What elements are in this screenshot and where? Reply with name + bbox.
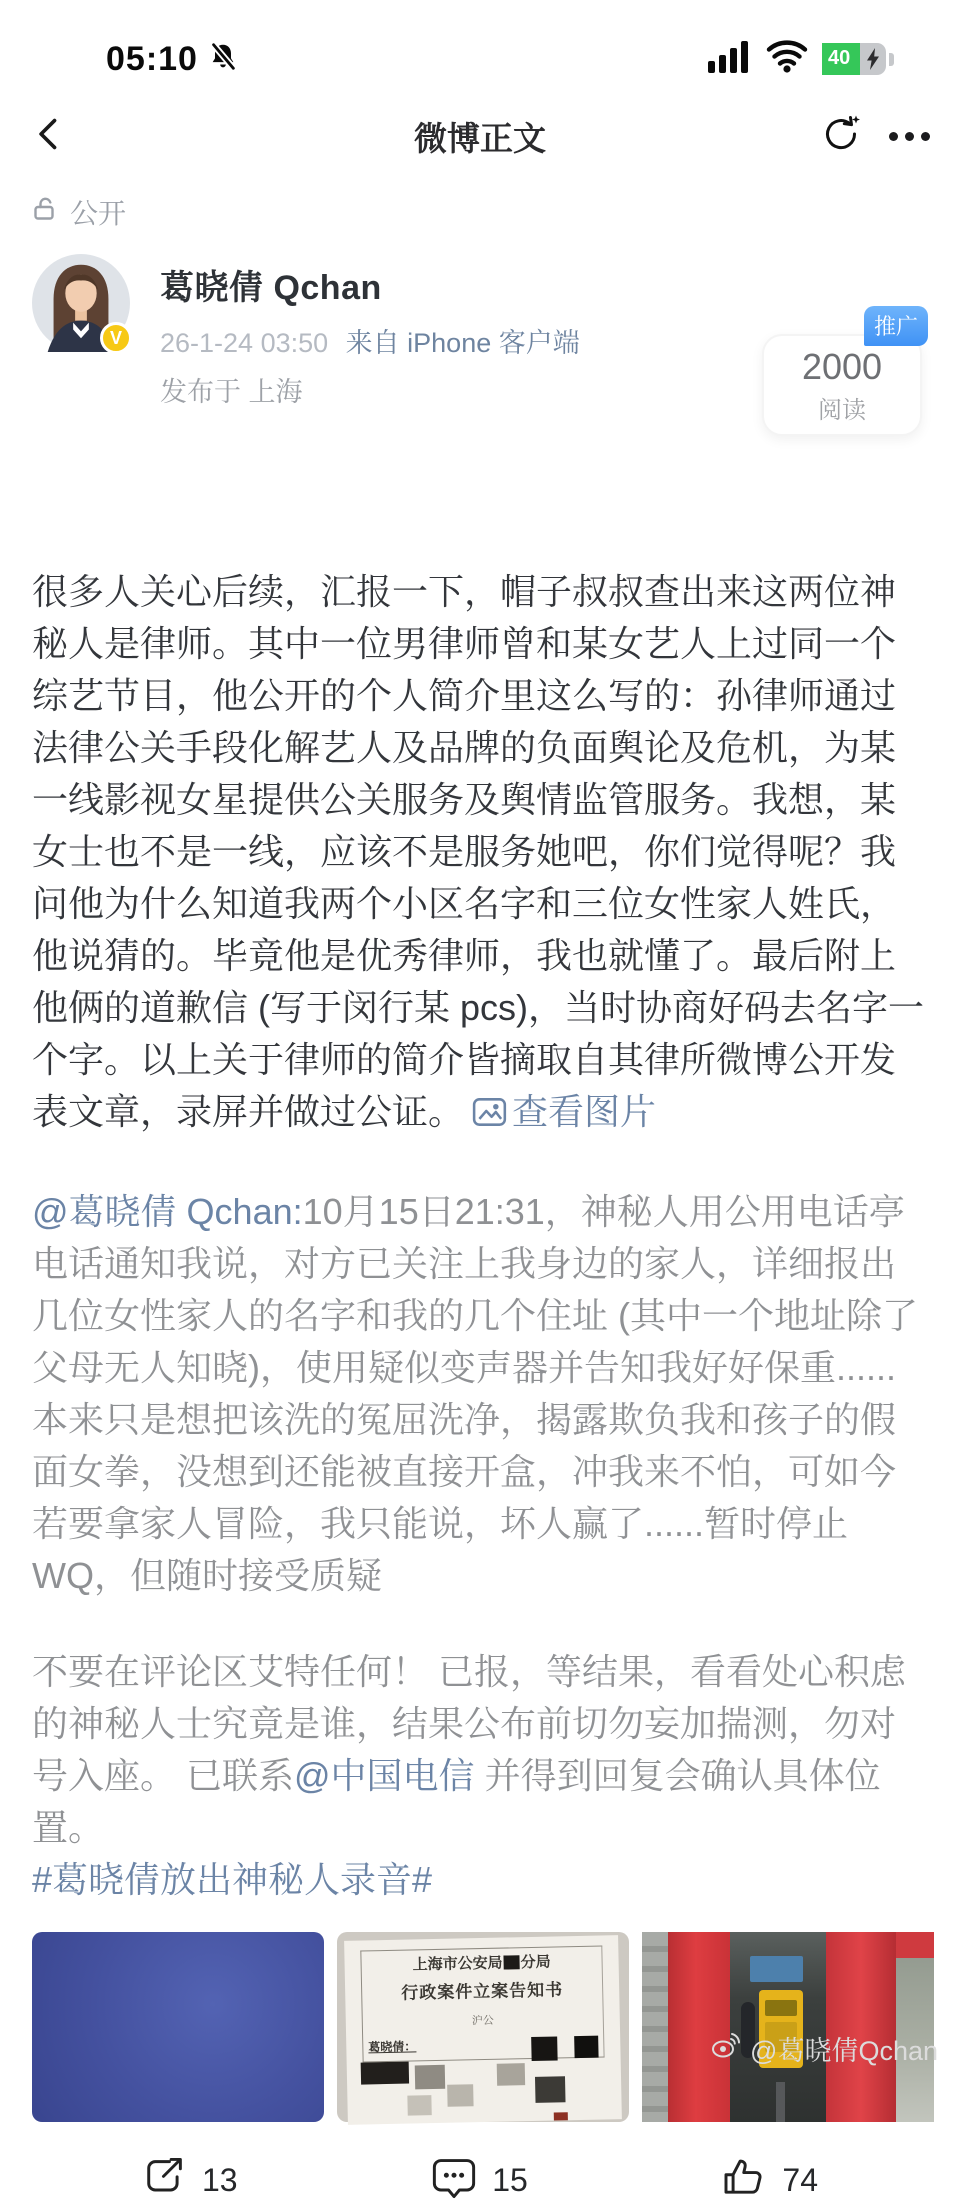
booth-red-frame-right xyxy=(826,1932,896,2122)
reads-pill[interactable] xyxy=(762,314,922,436)
image-grid xyxy=(32,1932,934,2122)
police-document xyxy=(344,1935,622,2125)
post-timestamp: 26-1-24 03:50 xyxy=(160,328,329,358)
attachment-image-document[interactable] xyxy=(337,1932,629,2122)
attachment-image-blue[interactable] xyxy=(32,1932,324,2122)
nav-bar xyxy=(0,88,960,184)
watermark xyxy=(710,2029,938,2068)
building-reflection xyxy=(642,1932,668,2122)
battery-nub xyxy=(889,53,894,66)
reads-count: 2000 xyxy=(801,346,883,387)
refresh-icon[interactable] xyxy=(819,112,863,161)
document-title: 行政案件立案告知书 xyxy=(401,1980,564,2003)
status-bar xyxy=(0,0,960,88)
paragraph-2-text: 10月15日21:31，神秘人用公用电话亭电话通知我说，对方已关注上我身边的家人，详细报出几位女性家人的名字和我的几个住址 (其中一个地址除了父母无人知晓)，使用疑似变声器并告知我好好保重......本来只是想把该洗的冤屈洗净，揭露欺负我和孩子的假面女拳，没想到还能被直接开盒，冲我来不怕，可如今若要拿家人冒险，我只能说，坏人赢了......暂时停止 WQ，但随时接受质疑 xyxy=(32,1191,918,1596)
document-code: 沪公 xyxy=(471,2014,494,2028)
paragraph-1 xyxy=(32,566,928,1142)
paragraph-1-text: 很多人关心后续，汇报一下，帽子叔叔查出来这两位神秘人是律师。其中一位男律师曾和某女艺人上过同一个综艺节目，他公开的个人简介里这么写的：孙律师通过法律公关手段化解艺人及品牌的负面舆论及危机，为某一线影视女星提供公关服务及舆情监管服务。我想，某女士也不是一线，应该不是服务她吧，你们觉得呢？我问他为什么知道我两个小区名字和三位女性家人姓氏，他说猜的。毕竟他是优秀律师，我也就懂了。最后附上他俩的道歉信 (写于闵行某 pcs)，当时协商好码去名字一个字。以上关于律师的简介皆摘取自其律所微博公开发表文章，录屏并做过公证。 xyxy=(32,571,925,1132)
comment-count: 15 xyxy=(492,2162,528,2198)
thumbs-up-icon xyxy=(720,2154,768,2207)
share-button[interactable] xyxy=(140,2154,238,2207)
lock-open-icon xyxy=(30,194,60,231)
promo-badge: 推广 xyxy=(864,306,928,346)
reads-label: 阅读 xyxy=(818,397,866,424)
mosaic-block xyxy=(554,2112,568,2120)
page-title: 微博正文 xyxy=(414,119,546,157)
battery-percent: 40 xyxy=(828,47,851,69)
mosaic-block xyxy=(447,2084,473,2107)
post-body xyxy=(32,566,928,1906)
battery-charging-icon xyxy=(822,43,886,75)
booth-red-corner xyxy=(896,1932,934,1958)
signal-bars-icon xyxy=(708,41,752,78)
share-count: 13 xyxy=(202,2162,238,2198)
booth-sign xyxy=(750,1956,803,1982)
comment-bubble-icon xyxy=(430,2154,478,2207)
booth-pole xyxy=(776,2082,785,2122)
back-button[interactable] xyxy=(30,115,68,158)
view-image-label: 查看图片 xyxy=(512,1091,657,1132)
document-agency: 上海市公安局 分局 xyxy=(412,1954,551,1974)
bell-slash-icon xyxy=(207,41,239,78)
wifi-icon xyxy=(766,41,808,78)
visibility-label: 公开 xyxy=(70,198,127,229)
watermark-text: @葛晓倩Qchan xyxy=(750,2036,938,2066)
paragraph-3-pre: 不要在评论区艾特任何！ 已报，等结果，看看处心积虑的神秘人士究竟是谁，结果公布前切勿妄加揣测，勿对号入座。 已联系 xyxy=(32,1651,907,1796)
mosaic-block xyxy=(535,2076,566,2103)
telecom-mention-link[interactable]: @中国电信 xyxy=(294,1755,475,1796)
post-source-link[interactable]: 来自 iPhone 客户端 xyxy=(345,328,580,358)
author-row xyxy=(32,254,930,436)
mosaic-block xyxy=(407,2095,431,2115)
mosaic-block xyxy=(531,2036,557,2061)
clock-time: 05:10 xyxy=(106,39,198,78)
document-recipient: 葛晓倩： xyxy=(368,2039,417,2055)
mosaic-block xyxy=(361,2062,409,2085)
view-image-link[interactable] xyxy=(464,1091,656,1132)
picture-icon xyxy=(472,1090,508,1142)
action-bar xyxy=(0,2154,960,2207)
booth-red-frame-left xyxy=(668,1932,729,2122)
hashtag-link[interactable]: #葛晓倩放出神秘人录音# xyxy=(32,1859,433,1900)
paragraph-3 xyxy=(32,1646,928,1906)
avatar[interactable] xyxy=(32,254,130,352)
street-reflection xyxy=(896,1932,934,2122)
author-name[interactable]: 葛晓倩 Qchan xyxy=(160,269,382,307)
like-count: 74 xyxy=(782,2162,818,2198)
mosaic-block xyxy=(497,2063,525,2086)
comment-button[interactable] xyxy=(430,2154,528,2207)
mosaic-block xyxy=(415,2065,445,2090)
visibility-row xyxy=(0,192,960,232)
paragraph-3-post: 并得到回复会确认具体位置。 xyxy=(32,1755,881,1848)
post-location: 发布于 上海 xyxy=(160,377,303,407)
like-button[interactable] xyxy=(720,2154,818,2207)
share-arrow-icon xyxy=(140,2154,188,2207)
quote-handle-link[interactable]: @葛晓倩 Qchan: xyxy=(32,1191,303,1232)
mosaic-block xyxy=(574,2036,598,2058)
attachment-image-phonebooth[interactable] xyxy=(642,1932,934,2122)
paragraph-2 xyxy=(32,1186,928,1602)
verified-badge: V xyxy=(100,322,132,354)
more-options-button[interactable] xyxy=(889,132,930,141)
weibo-logo-icon xyxy=(710,2031,742,2066)
